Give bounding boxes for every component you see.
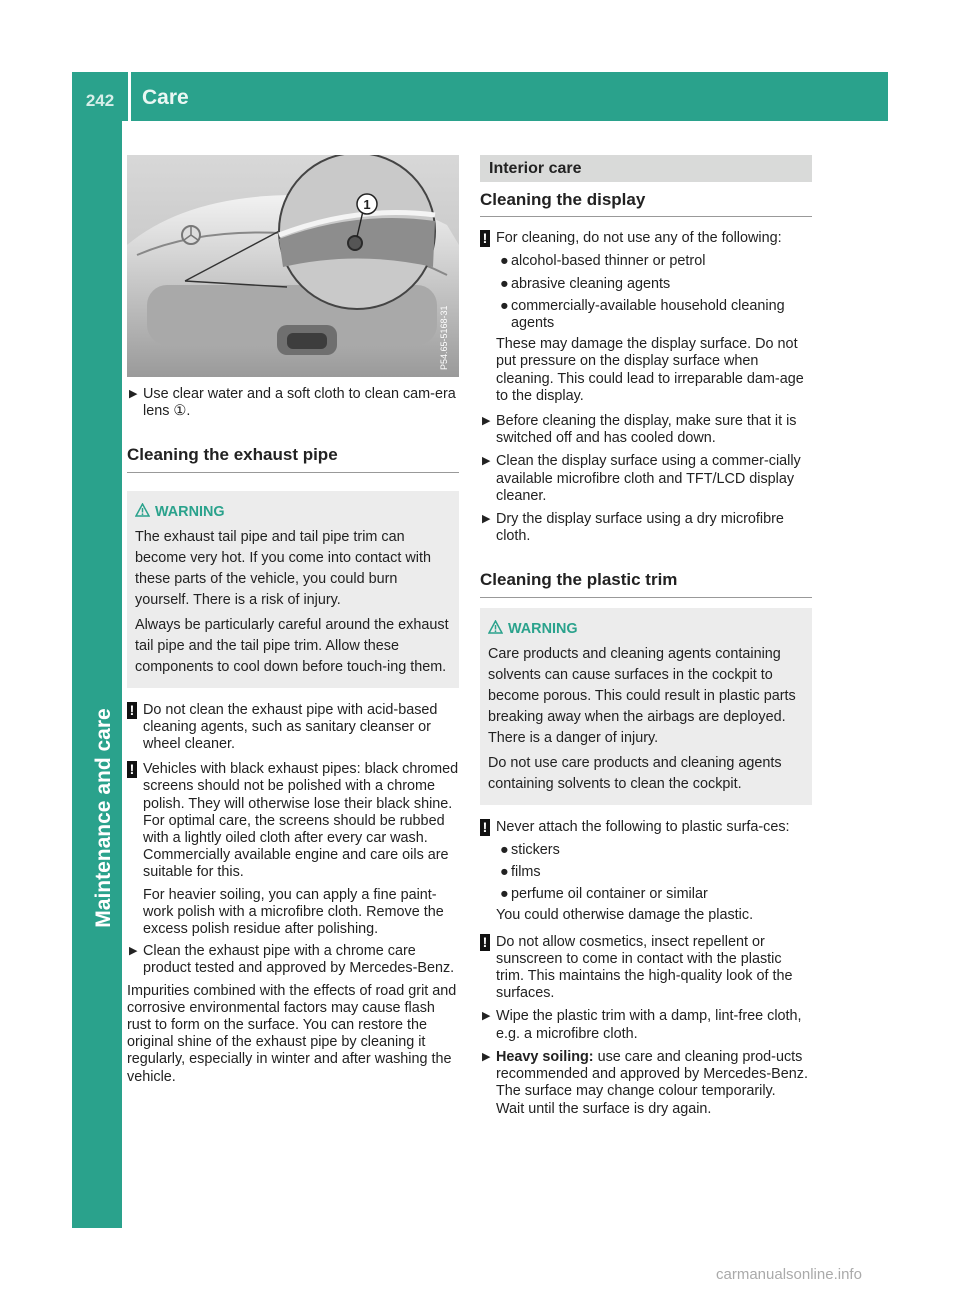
- warning-triangle-icon: [488, 620, 503, 634]
- step-switch-off-display: [480, 413, 812, 447]
- figure-code: P54.65-5168-31: [439, 305, 449, 370]
- warning-text: Always be particularly careful around the exhaust tail pipe and the tail pipe trim. Allow these components to cool down before touch-ing them.: [135, 616, 449, 675]
- step-wipe-trim: [480, 1008, 812, 1042]
- step-text: Wipe the plastic trim with a damp, lint-free cloth, e.g. a microfibre cloth.: [496, 1008, 802, 1042]
- list-item-text: stickers: [511, 841, 560, 858]
- note-text: Do not clean the exhaust pipe with acid-based cleaning agents, such as sanitary cleanser or wheel cleaner.: [143, 701, 438, 753]
- note-text-continued: For heavier soiling, you can apply a fine paint-work polish with a microfibre cloth. Remove the excess polish residue after polishing.: [143, 886, 444, 938]
- step-clean-camera: [127, 386, 459, 420]
- note-cosmetics: [480, 934, 812, 1003]
- heading-display: Cleaning the display: [480, 191, 812, 217]
- header-divider: [128, 72, 131, 121]
- left-column: [127, 155, 459, 1086]
- step-heavy-soiling: [480, 1049, 812, 1118]
- step-text: Clean the exhaust pipe with a chrome care product tested and approved by Mercedes-Benz.: [143, 943, 455, 977]
- note-text: Never attach the following to plastic surfa-ces:: [496, 818, 790, 835]
- section-title: Care: [142, 86, 189, 109]
- step-arrow-icon: ▶: [482, 455, 491, 468]
- step-label: Heavy soiling:: [496, 1048, 594, 1065]
- bullet-icon: ●: [500, 253, 509, 270]
- step-text: Clean the display surface using a commer-cially available microfibre cloth and TFT/LCD display cleaner.: [496, 453, 801, 504]
- car-rear-figure: [127, 155, 459, 377]
- section-interior-care: Interior care: [480, 155, 812, 182]
- warning-text: Care products and cleaning agents containing solvents can cause surfaces in the cockpit to become porous. This could result in plastic parts breaking away when the airbags are deployed. There is a danger of injury.: [488, 645, 796, 746]
- list-item: [496, 864, 812, 881]
- note-display-cleaning: [480, 230, 812, 247]
- note-text-continued: You could otherwise damage the plastic.: [496, 907, 754, 924]
- caution-icon: !: [127, 761, 137, 778]
- list-item: [496, 253, 812, 270]
- note-black-exhaust: [127, 761, 459, 881]
- page-header: [72, 72, 888, 121]
- bullet-list: [480, 842, 812, 904]
- list-item-text: perfume oil container or similar: [511, 886, 708, 903]
- list-item: [496, 886, 812, 903]
- note-plastic-attach: [480, 819, 812, 836]
- step-text: Before cleaning the display, make sure that it is switched off and has cooled down.: [496, 413, 797, 447]
- list-item-text: films: [511, 864, 541, 881]
- warning-heading: [135, 502, 451, 523]
- note-text: Vehicles with black exhaust pipes: black chromed screens should not be polished with a chrome polish. They will otherwise lose their black shine. For optimal care, the screens should be rubbed with a lightly oiled cloth after every car wash. Commercially available engine and care oils are suitable for this.: [143, 761, 459, 881]
- callout-ref: ①: [173, 403, 187, 420]
- list-item: [496, 276, 812, 293]
- warning-box-plastic: [480, 608, 812, 805]
- note-acid-cleaning: [127, 702, 459, 754]
- step-clean-display: [480, 453, 812, 505]
- warning-heading: [488, 619, 804, 640]
- step-text: The surface may change colour temporarily.: [496, 1083, 776, 1100]
- sidebar-tab: [94, 628, 120, 1008]
- body-paragraph: Impurities combined with the effects of road grit and corrosive environmental factors may cause flash rust to form on the surface. You can restore the original shine of the exhaust pipe by cleaning it regularly, especially in winter and after washing the vehicle.: [127, 982, 457, 1085]
- heading-exhaust: Cleaning the exhaust pipe: [127, 446, 459, 472]
- step-arrow-icon: ▶: [129, 945, 138, 958]
- bullet-list: [480, 253, 812, 332]
- sidebar: [72, 121, 122, 1228]
- step-text: Use clear water and a soft cloth to clean cam-era lens: [143, 386, 456, 420]
- list-item-text: commercially-available household cleaning agents: [511, 297, 785, 332]
- bullet-icon: ●: [500, 886, 509, 903]
- step-text: Wait until the surface is dry again.: [496, 1100, 712, 1117]
- step-arrow-icon: ▶: [129, 388, 138, 400]
- note-text: For cleaning, do not use any of the following:: [496, 230, 782, 247]
- bullet-icon: ●: [500, 297, 509, 314]
- step-text: use care and cleaning prod-ucts recommended and approved by Mercedes-Benz.: [496, 1048, 808, 1083]
- note-text-continued: These may damage the display surface. Do not put pressure on the display surface when cleaning. This could lead to irreparable dam-age to the display.: [496, 336, 804, 404]
- step-end: .: [186, 403, 191, 420]
- heading-plastic-trim: Cleaning the plastic trim: [480, 571, 812, 597]
- warning-text: Do not use care products and cleaning agents containing solvents to clean the cockpit.: [488, 754, 782, 792]
- step-arrow-icon: ▶: [482, 415, 491, 428]
- step-arrow-icon: ▶: [482, 1010, 491, 1023]
- bullet-icon: ●: [500, 275, 509, 292]
- sidebar-tab-label: Maintenance and care: [92, 708, 115, 928]
- page-number: 242: [85, 91, 115, 110]
- warning-triangle-icon: [135, 503, 150, 517]
- warning-title: WARNING: [155, 503, 225, 520]
- bullet-icon: ●: [500, 864, 509, 881]
- step-dry-display: [480, 511, 812, 545]
- callout-number: 1: [363, 197, 371, 212]
- caution-icon: !: [480, 819, 490, 836]
- list-item: [496, 298, 812, 332]
- step-arrow-icon: ▶: [482, 1050, 491, 1063]
- warning-box-exhaust: [127, 491, 459, 688]
- step-arrow-icon: ▶: [482, 513, 491, 526]
- caution-icon: !: [480, 230, 490, 247]
- warning-text: The exhaust tail pipe and tail pipe trim can become very hot. If you come into contact with these parts of the vehicle, you could burn yourself. There is a risk of injury.: [135, 528, 431, 608]
- car-rear-illustration: [127, 155, 459, 377]
- warning-title: WARNING: [508, 620, 578, 637]
- list-item-text: abrasive cleaning agents: [511, 275, 671, 292]
- caution-icon: !: [480, 934, 490, 951]
- list-item: [496, 842, 812, 859]
- bullet-icon: ●: [500, 841, 509, 858]
- caution-icon: !: [127, 702, 137, 719]
- step-chrome-care: [127, 943, 459, 977]
- step-text: Dry the display surface using a dry microfibre cloth.: [496, 511, 784, 545]
- list-item-text: alcohol-based thinner or petrol: [511, 253, 706, 270]
- note-text: Do not allow cosmetics, insect repellent or sunscreen to come in contact with the plastic trim. This maintains the high-quality look of the surfaces.: [496, 933, 793, 1002]
- watermark: carmanualsonline.info: [716, 1266, 862, 1283]
- right-column: [480, 155, 812, 1118]
